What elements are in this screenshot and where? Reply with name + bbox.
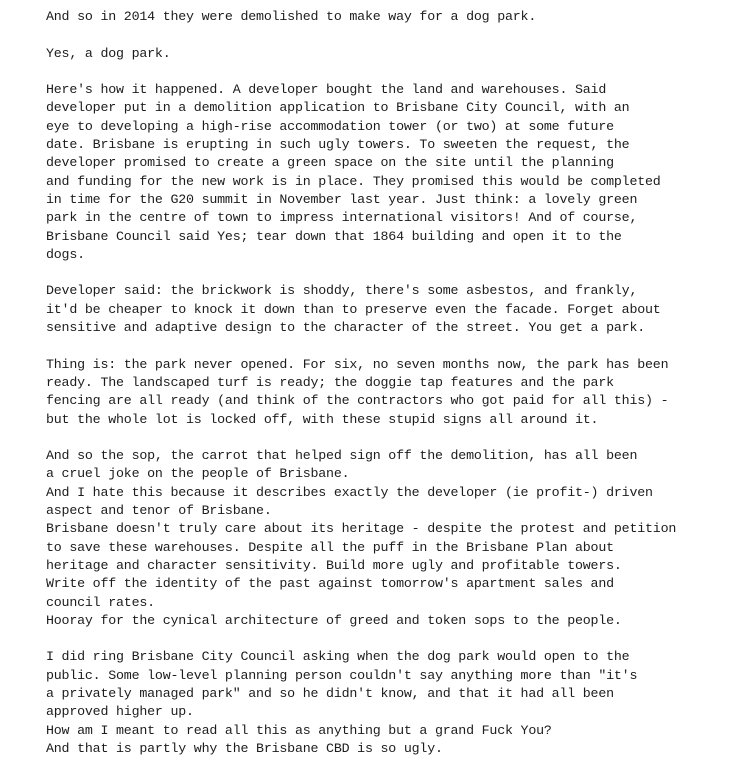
blank-line bbox=[46, 63, 730, 81]
blank-line bbox=[46, 630, 730, 648]
text-line: but the whole lot is locked off, with these stupid signs all around it. bbox=[46, 411, 599, 427]
text-line: I did ring Brisbane City Council asking when the dog park would open to the bbox=[46, 649, 630, 665]
text-line: ready. The landscaped turf is ready; the doggie tap features and the park bbox=[46, 374, 614, 390]
text-line: fencing are all ready (and think of the contractors who got paid for all this) - bbox=[46, 393, 669, 409]
blank-line bbox=[46, 26, 730, 44]
text-line: Hooray for the cynical architecture of greed and token sops to the people. bbox=[46, 612, 622, 628]
text-line: and funding for the new work is in place. They promised this would be completed bbox=[46, 173, 661, 189]
text-line: How am I meant to read all this as anything but a grand Fuck You? bbox=[46, 722, 552, 738]
text-line: date. Brisbane is erupting in such ugly towers. To sweeten the request, the bbox=[46, 137, 630, 153]
text-line: sensitive and adaptive design to the character of the street. You get a park. bbox=[46, 320, 646, 336]
text-line: developer promised to create a green space on the site until the planning bbox=[46, 155, 614, 171]
text-line: a cruel joke on the people of Brisbane. bbox=[46, 466, 350, 482]
text-line: eye to developing a high-rise accommodation tower (or two) at some future bbox=[46, 118, 614, 134]
text-line: Write off the identity of the past against tomorrow's apartment sales and bbox=[46, 576, 614, 592]
text-line: park in the centre of town to impress international visitors! And of course, bbox=[46, 210, 638, 226]
text-line: And that is partly why the Brisbane CBD is so ugly. bbox=[46, 740, 443, 756]
text-line: And so in 2014 they were demolished to make way for a dog park. bbox=[46, 9, 537, 24]
text-line: developer put in a demolition application to Brisbane City Council, with an bbox=[46, 100, 630, 116]
text-line: Brisbane doesn't truly care about its heritage - despite the protest and petition bbox=[46, 521, 677, 537]
text-line: Developer said: the brickwork is shoddy, there's some asbestos, and frankly, bbox=[46, 283, 638, 299]
text-line: public. Some low-level planning person couldn't say anything more than "it's bbox=[46, 667, 638, 683]
text-line: Here's how it happened. A developer bought the land and warehouses. Said bbox=[46, 82, 607, 98]
text-line: it'd be cheaper to knock it down than to preserve even the facade. Forget about bbox=[46, 301, 661, 317]
text-line: approved higher up. bbox=[46, 704, 194, 720]
text-line: And I hate this because it describes exactly the developer (ie profit-) driven bbox=[46, 484, 653, 500]
text-line: a privately managed park" and so he didn't know, and that it had all been bbox=[46, 685, 614, 701]
text-line: aspect and tenor of Brisbane. bbox=[46, 503, 272, 519]
text-line: in time for the G20 summit in November last year. Just think: a lovely green bbox=[46, 191, 638, 207]
text-line: Yes, a dog park. bbox=[46, 45, 171, 61]
typed-text-body bbox=[46, 8, 730, 758]
text-line: heritage and character sensitivity. Build more ugly and profitable towers. bbox=[46, 557, 622, 573]
text-line: to save these warehouses. Despite all the puff in the Brisbane Plan about bbox=[46, 539, 614, 555]
text-line: council rates. bbox=[46, 594, 155, 610]
blank-line bbox=[46, 264, 730, 282]
blank-line bbox=[46, 429, 730, 447]
text-line: Thing is: the park never opened. For six, no seven months now, the park has been bbox=[46, 356, 669, 372]
text-line: Brisbane Council said Yes; tear down that 1864 building and open it to the bbox=[46, 228, 622, 244]
blank-line bbox=[46, 337, 730, 355]
text-line: And so the sop, the carrot that helped sign off the demolition, has all been bbox=[46, 448, 638, 464]
text-line: dogs. bbox=[46, 246, 85, 262]
